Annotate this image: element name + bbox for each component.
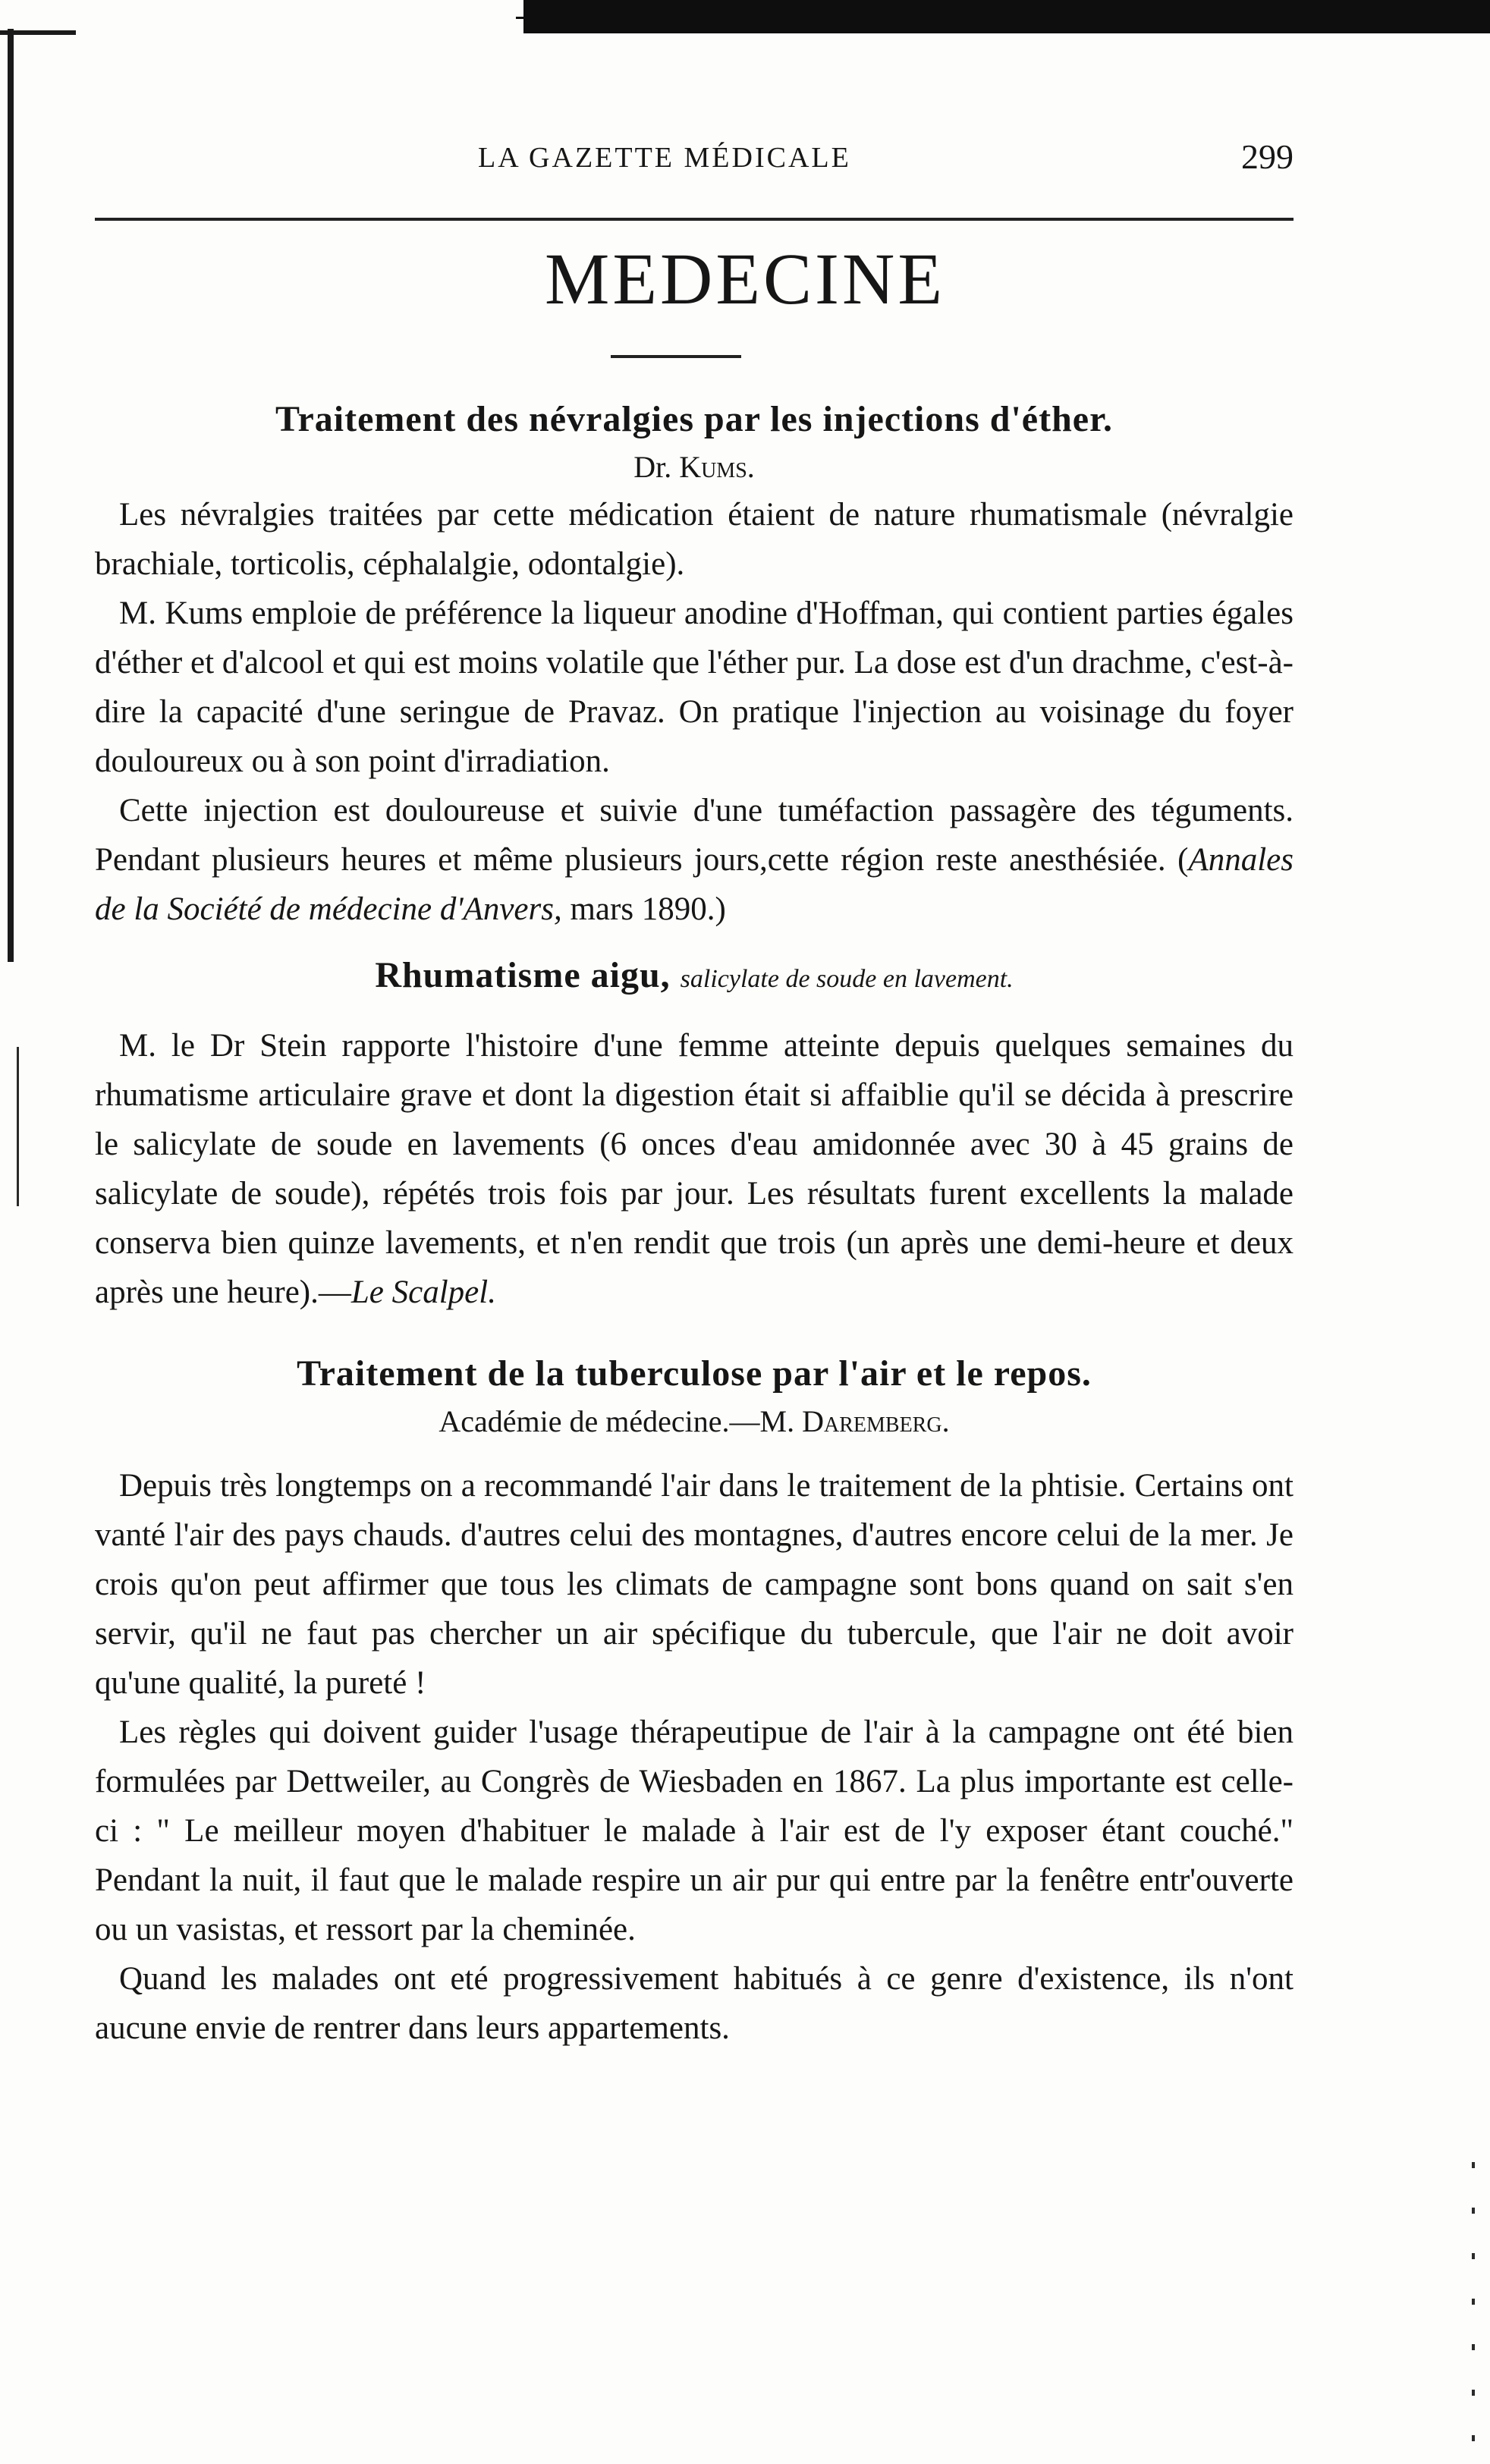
paragraph xyxy=(95,1021,1294,1317)
running-title: LA GAZETTE MÉDICALE xyxy=(478,142,851,174)
header-rule xyxy=(95,218,1294,221)
article-title-tuberculose: Traitement de la tuberculose par l'air et le repos. xyxy=(297,1353,1092,1394)
author-name: Kums. xyxy=(679,450,755,484)
paragraph: Les névralgies traitées par cette médication étaient de nature rhumatismale (névralgie brachiale, torticolis, céphalalgie, odontalgie). xyxy=(95,497,1294,582)
paragraph: Depuis très longtemps on a recommandé l'air dans le traitement de la phtisie. Certains ont vanté l'air des pays chauds. d'autres celui des montagnes, d'autres encore celui de la mer. Je crois qu'on peut affirmer que tous les climats de campagne sont bons quand on sait s'en servir, qu'il ne faut pas chercher un air spécifique du tubercule, que l'air ne doit avoir qu'une qualité, la pureté ! xyxy=(95,1468,1294,1701)
article-title-rhumatisme xyxy=(95,951,1294,1004)
article-title-italic: salicylate de soude en lavement. xyxy=(680,965,1014,993)
page-header xyxy=(95,137,1294,182)
page-number: 299 xyxy=(1241,137,1294,176)
scan-mark-left xyxy=(0,30,76,35)
author-name: Daremberg. xyxy=(802,1404,950,1438)
source-citation: Le Scalpel. xyxy=(350,1274,496,1310)
scan-marks-right xyxy=(1472,2162,1475,2450)
author-prefix: Dr. xyxy=(633,450,680,484)
article-author xyxy=(95,445,1294,490)
paragraph: Quand les malades ont eté progressivement habitués à ce genre d'existence, ils n'ont aucune envie de rentrer dans leurs appartements. xyxy=(95,1961,1294,2046)
source-open: ( xyxy=(1177,842,1189,878)
source-date: mars 1890.) xyxy=(561,891,726,927)
section-title: MEDECINE xyxy=(545,238,945,319)
author-prefix: Académie de médecine.—M. xyxy=(439,1404,803,1438)
article-title-nevralgies: Traitement des névralgies par les injections d'éther. xyxy=(275,399,1113,439)
source-citation: Annales de la Société de médecine d'Anvers, xyxy=(95,842,1294,927)
paragraph-text: M. le Dr Stein rapporte l'histoire d'une femme atteinte depuis quelques semaines du rhumatisme articulaire grave et dont la digestion était si affaiblie qu'il se décida à prescrire le salicylate de soude en lavements (6 onces d'eau amidonnée avec 30 à 45 grains de salicylate de soude), répétés trois fois par jour. Les résultats furent excellents la malade conserva bien quinze lavements, et n'en rendit que trois (un après une demi-heure et deux après une heure).— xyxy=(95,1028,1294,1310)
article-author xyxy=(95,1399,1294,1444)
scan-line-top xyxy=(516,17,1490,19)
article-title-main: Rhumatisme aigu, xyxy=(375,955,671,995)
paragraph: Les règles qui doivent guider l'usage thérapeutipue de l'air à la campagne ont été bien formulées par Dettweiler, au Congrès de Wiesbaden en 1867. La plus importante est celle-ci : " Le meilleur moyen d'habituer le malade à l'air est de l'y exposer étant couché." Pendant la nuit, il faut que le malade respire un air pur qui entre par la fenêtre entr'ouverte ou un vasistas, et ressort par la cheminée. xyxy=(95,1714,1294,1947)
scan-border-left xyxy=(8,29,14,962)
paragraph xyxy=(95,786,1294,934)
scan-border-left-lower xyxy=(17,1047,19,1206)
section-rule xyxy=(611,355,741,358)
paragraph: M. Kums emploie de préférence la liqueur anodine d'Hoffman, qui contient parties égales d'éther et d'alcool et qui est moins volatile que l'éther pur. La dose est d'un drachme, c'est-à-dire la capacité d'une seringue de Pravaz. On pratique l'injection au voisinage du foyer douloureux ou à son point d'irradiation. xyxy=(95,596,1294,779)
paragraph-text: Cette injection est douloureuse et suivie d'une tuméfaction passagère des téguments. Pendant plusieurs heures et même plusieurs jours,cette région reste anesthésiée. xyxy=(95,793,1294,878)
page-content xyxy=(95,394,1294,2053)
